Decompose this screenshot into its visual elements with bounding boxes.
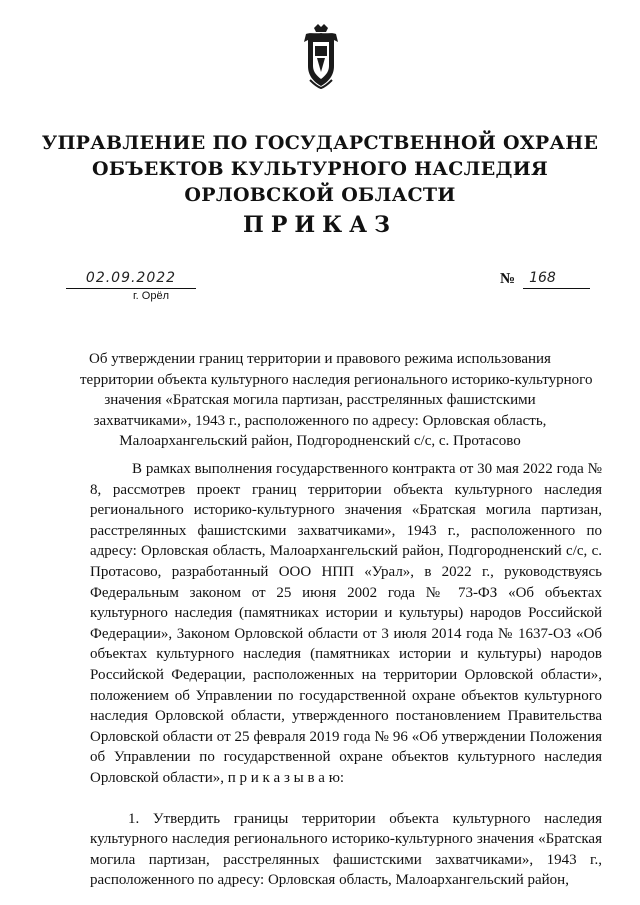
number-label: №: [500, 271, 516, 287]
order-item-1: 1. Утвердить границы территории объекта культурного наследия культурного наследия регионального историко-культурного значения «Братская могила партизан, расстрелянных фашистскими захватчиками», 1943 г., расположенного по адресу: Орловская область, Малоархангельский район,: [90, 810, 602, 889]
organization-line: ОБЪЕКТОВ КУЛЬТУРНОГО НАСЛЕДИЯ: [91, 158, 549, 180]
organization-line: ОРЛОВСКОЙ ОБЛАСТИ: [184, 184, 456, 206]
document-city: г. Орёл: [133, 290, 169, 302]
document-type-title: ПРИКАЗ: [243, 212, 397, 238]
document-number: 168: [523, 268, 590, 289]
document-date: 02.09.2022: [66, 268, 196, 289]
document-subject: [80, 349, 593, 452]
organization-line: УПРАВЛЕНИЕ ПО ГОСУДАРСТВЕННОЙ ОХРАНЕ: [41, 132, 599, 154]
subject-line: Малоархангельский район, Подгородненский с/с, с. Протасово: [119, 433, 521, 449]
subject-line: захватчиками», 1943 г., расположенного по адресу: Орловская область,: [93, 412, 547, 429]
coat-of-arms-icon: [300, 22, 342, 90]
document-body: [90, 459, 602, 891]
preamble-paragraph: В рамках выполнения государственного контракта от 30 мая 2022 года № 8, рассмотрев проект границ территории объекта культурного наследия регионального историко-культурного значения «Братская могила партизан, расстрелянных фашистскими захватчиками», 1943 г., расположенного по адресу: Орловская область, Малоархангельский район, Подгородненский с/с, с. Протасово, разработанный ООО НПП «Урал», в 2022 г., руководствуясь Федеральным законом от 25 июня 2002 года № 73-ФЗ «Об объектах культурного наследия (памятниках истории и культуры) народов Российской Федерации», Законом Орловской области от 3 июля 2014 года № 1637-ОЗ «Об объектах культурного наследия (памятниках истории и культуры) народов Российской Федерации, расположенных на территории Орловской области», положением об Управлении по государственной охране объектов культурного наследия Орловской области, утвержденного постановлением Правительства Орловской области от 25 февраля 2019 года № 96 «Об утверждении Положения об Управлении по государственной охране объектов культурного наследия Орловской области», п р и к а з ы в а ю:: [90, 461, 602, 786]
organization-name: [0, 130, 640, 208]
subject-line: значения «Братская могила партизан, расстрелянных фашистскими: [104, 392, 536, 408]
subject-line: Об утверждении границ территории и правового режима использования: [89, 351, 551, 367]
subject-line: территории объекта культурного наследия регионального историко-культурного: [80, 371, 593, 388]
date-block: [66, 268, 196, 303]
number-block: [500, 268, 590, 289]
